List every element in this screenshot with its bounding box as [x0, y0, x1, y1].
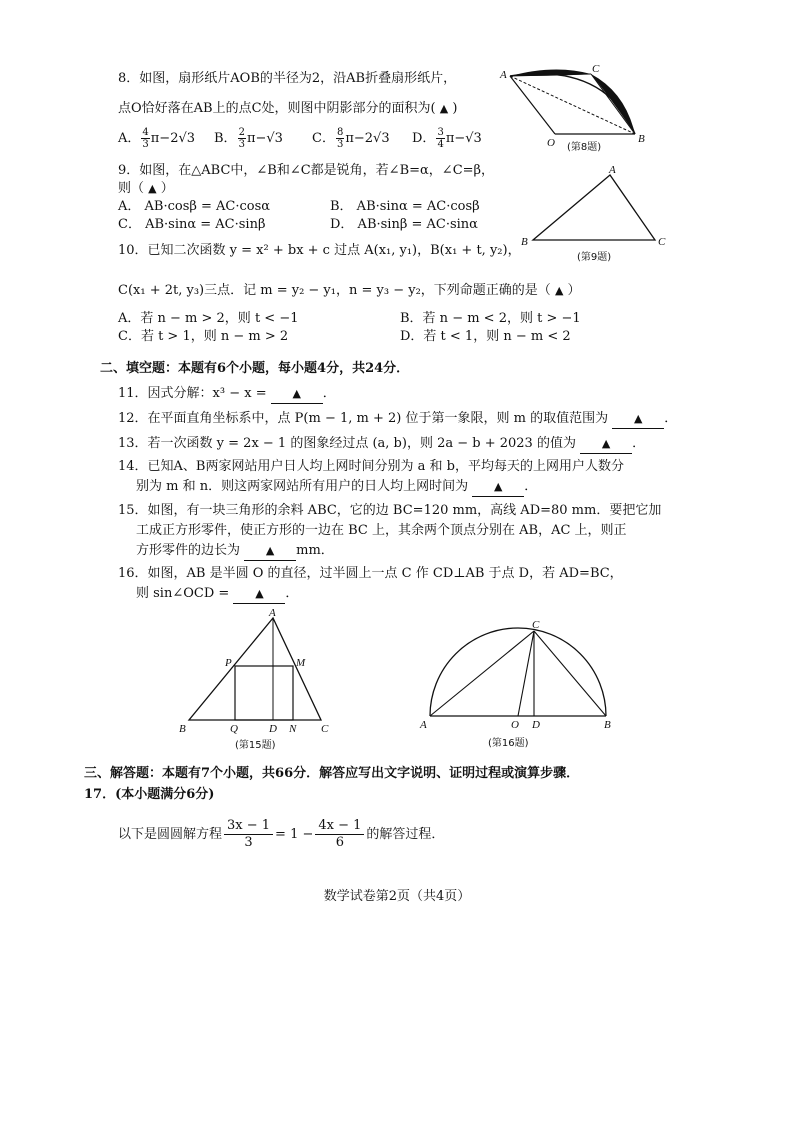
- q8-option-a: [118, 127, 195, 150]
- fraction: $\frac{4x - 1}{6}$: [315, 818, 364, 851]
- triangle-abc: [533, 175, 655, 240]
- q9-line2: [118, 180, 174, 198]
- figure-16-semicircle: [418, 618, 618, 753]
- point-label-c: C: [592, 63, 600, 75]
- triangle-abc: [189, 618, 321, 720]
- segment-cb: [591, 74, 635, 134]
- point-label-b: B: [179, 723, 186, 735]
- q9-option-a: A． AB·cosβ = AC·cosα: [118, 199, 271, 214]
- q13: 13．若一次函数 y = 2x − 1 的图象经过点 (a, b)，则 2a − b + 2023 的值为 ▲ ．: [118, 435, 645, 454]
- point-label-c: C: [658, 236, 666, 248]
- figure-caption: (第16题): [488, 738, 529, 749]
- q8-option-b: [214, 127, 283, 150]
- point-label-d: D: [269, 723, 277, 735]
- answer-blank-mark: ▲: [554, 284, 564, 297]
- q14-line2: 别为 m 和 n．则这两家网站所有用户的日人均上网时间为 ▲ ．: [136, 478, 537, 497]
- answer-blank[interactable]: ▲: [580, 435, 632, 454]
- option-label: A．: [118, 131, 141, 146]
- point-label-m: M: [296, 657, 306, 669]
- option-label: B．: [214, 131, 237, 146]
- q15-line1: 15．如图，有一块三角形的余料 ABC，它的边 BC=120 mm，高线 AD=80 mm．要把它加: [118, 503, 662, 518]
- q16-text: 则 sin∠OCD =: [136, 586, 230, 601]
- point-label-n: N: [289, 723, 297, 735]
- page-footer: 数学试卷第2页（共4页）: [323, 889, 471, 904]
- q14-line1: 14．已知A、B两家网站用户日人均上网时间分别为 a 和 b，平均每天的上网用户人数分: [118, 459, 624, 474]
- figure-8-sector: [495, 62, 665, 162]
- fraction: $\frac{8}{3}$: [336, 127, 344, 150]
- q15-line3: 方形零件的边长为 ▲ mm．: [136, 542, 334, 561]
- q9-line1: 9．如图，在△ABC中，∠B和∠C都是锐角，若∠B=α，∠C=β，: [118, 163, 495, 178]
- fraction: $\frac{4}{3}$: [142, 127, 149, 150]
- q11: 11．因式分解：x³ − x = ▲ ．: [118, 385, 336, 404]
- point-label-c: C: [532, 619, 540, 631]
- point-label-b: B: [521, 236, 528, 248]
- q10-option-a: A．若 n − m > 2，则 t < −1: [118, 311, 299, 326]
- figure-15-triangle-square: [175, 607, 350, 760]
- q9-option-d: D． AB·sinβ = AC·sinα: [330, 217, 478, 232]
- section-heading-solutions: 三、解答题：本题有7个小题，共66分．解答应写出文字说明、证明过程或演算步骤．: [84, 766, 580, 781]
- square-pqnm: [235, 666, 293, 720]
- figure-9-triangle: [515, 165, 675, 265]
- q9-option-c: C． AB·sinα = AC·sinβ: [118, 217, 266, 232]
- q10-line1: 10．已知二次函数 y = x² + bx + c 过点 A(x₁, y₁)，B(x₁ + t, y₂)，: [118, 243, 521, 258]
- answer-blank[interactable]: ▲: [244, 542, 296, 561]
- q8-line2-text: 点O恰好落在AB上的点C处，则图中阴影部分的面积为(: [118, 101, 436, 116]
- q10-option-b: B．若 n − m < 2，则 t > −1: [400, 311, 581, 326]
- q17-text: 以下是圆圆解方程: [118, 827, 223, 842]
- point-label-a: A: [609, 164, 616, 176]
- point-label-a: A: [420, 719, 427, 731]
- option-text: π−√3: [445, 131, 482, 146]
- option-label: C．: [312, 131, 335, 146]
- q10-option-c: C．若 t > 1，则 n − m > 2: [118, 329, 289, 344]
- answer-blank[interactable]: ▲: [472, 478, 524, 497]
- figure-caption: (第9题): [577, 252, 612, 263]
- q12: 12．在平面直角坐标系中，点 P(m − 1, m + 2) 位于第一象限，则 m 的取值范围为 ▲ ．: [118, 410, 677, 429]
- q17-title: 17．(本小题满分6分): [84, 787, 215, 802]
- point-label-d: D: [532, 719, 540, 731]
- fraction: $\frac{3}{4}$: [437, 127, 444, 150]
- chord-ac: [430, 631, 534, 716]
- section-heading-fill-in: 二、填空题：本题有6个小题，每小题4分，共24分．: [100, 361, 410, 376]
- fraction: $\frac{2}{3}$: [238, 127, 245, 150]
- figure-caption: (第8题): [567, 142, 602, 153]
- point-label-o: O: [511, 719, 519, 731]
- radius-oc: [518, 631, 534, 716]
- q8-line2-end: ): [452, 101, 458, 116]
- q9-line2-text: 则（: [118, 181, 145, 196]
- q16-line2: 则 sin∠OCD = ▲ ．: [136, 585, 298, 604]
- answer-blank[interactable]: ▲: [612, 410, 664, 429]
- answer-blank[interactable]: ▲: [233, 585, 285, 604]
- point-label-o: O: [547, 137, 555, 149]
- answer-blank-mark: ▲: [148, 182, 157, 195]
- q10-line2: [118, 282, 581, 300]
- q11-text: 11．因式分解：x³ − x =: [118, 386, 267, 401]
- q17-equation-line: [118, 818, 444, 852]
- figure-caption: (第15题): [235, 740, 276, 751]
- equation-middle: = 1 −: [275, 827, 314, 842]
- option-label: D．: [412, 131, 436, 146]
- point-label-p: P: [225, 657, 232, 669]
- point-label-a: A: [500, 69, 507, 81]
- q16-line1: 16．如图，AB 是半圆 O 的直径，过半圆上一点 C 作 CD⊥AB 于点 D，若 AD=BC，: [118, 566, 623, 581]
- answer-blank[interactable]: ▲: [271, 385, 323, 404]
- q14-text: 别为 m 和 n．则这两家网站所有用户的日人均上网时间为: [136, 479, 469, 494]
- q8-option-c: [312, 127, 390, 150]
- q13-text: 13．若一次函数 y = 2x − 1 的图象经过点 (a, b)，则 2a − b + 2023 的值为: [118, 436, 576, 451]
- radius-oa: [510, 76, 555, 134]
- option-text: π−2√3: [150, 131, 196, 146]
- point-label-a: A: [269, 607, 276, 619]
- point-label-c: C: [321, 723, 329, 735]
- q15-text: 方形零件的边长为: [136, 543, 241, 558]
- q8-option-d: [412, 127, 482, 150]
- q12-text: 12．在平面直角坐标系中，点 P(m − 1, m + 2) 位于第一象限，则 m 的取值范围为: [118, 411, 609, 426]
- q10-option-d: D．若 t < 1，则 n − m < 2: [400, 329, 571, 344]
- q8-line2: [118, 100, 457, 118]
- q15-line2: 工成正方形零件，使正方形的一边在 BC 上，其余两个顶点分别在 AB，AC 上，则正: [136, 523, 627, 538]
- option-text: π−2√3: [345, 131, 390, 146]
- q10-line2-end: ）: [567, 283, 581, 298]
- option-text: π−√3: [246, 131, 283, 146]
- q10-line2-text: C(x₁ + 2t, y₃)三点．记 m = y₂ − y₁，n = y₃ − y₂，下列命题正确的是（: [118, 283, 551, 298]
- q9-option-b: B． AB·sinα = AC·cosβ: [330, 199, 480, 214]
- point-label-b: B: [604, 719, 611, 731]
- q8-line1: 8．如图，扇形纸片AOB的半径为2，沿AB折叠扇形纸片，: [118, 71, 457, 86]
- q9-line2-end: ）: [160, 181, 174, 196]
- point-label-q: Q: [230, 723, 238, 735]
- semicircle-arc: [430, 628, 606, 716]
- fraction: $\frac{3x - 1}{3}$: [224, 818, 273, 851]
- answer-blank-mark: ▲: [439, 102, 449, 115]
- point-label-b: B: [638, 133, 645, 145]
- q17-text-end: 的解答过程．: [366, 827, 445, 842]
